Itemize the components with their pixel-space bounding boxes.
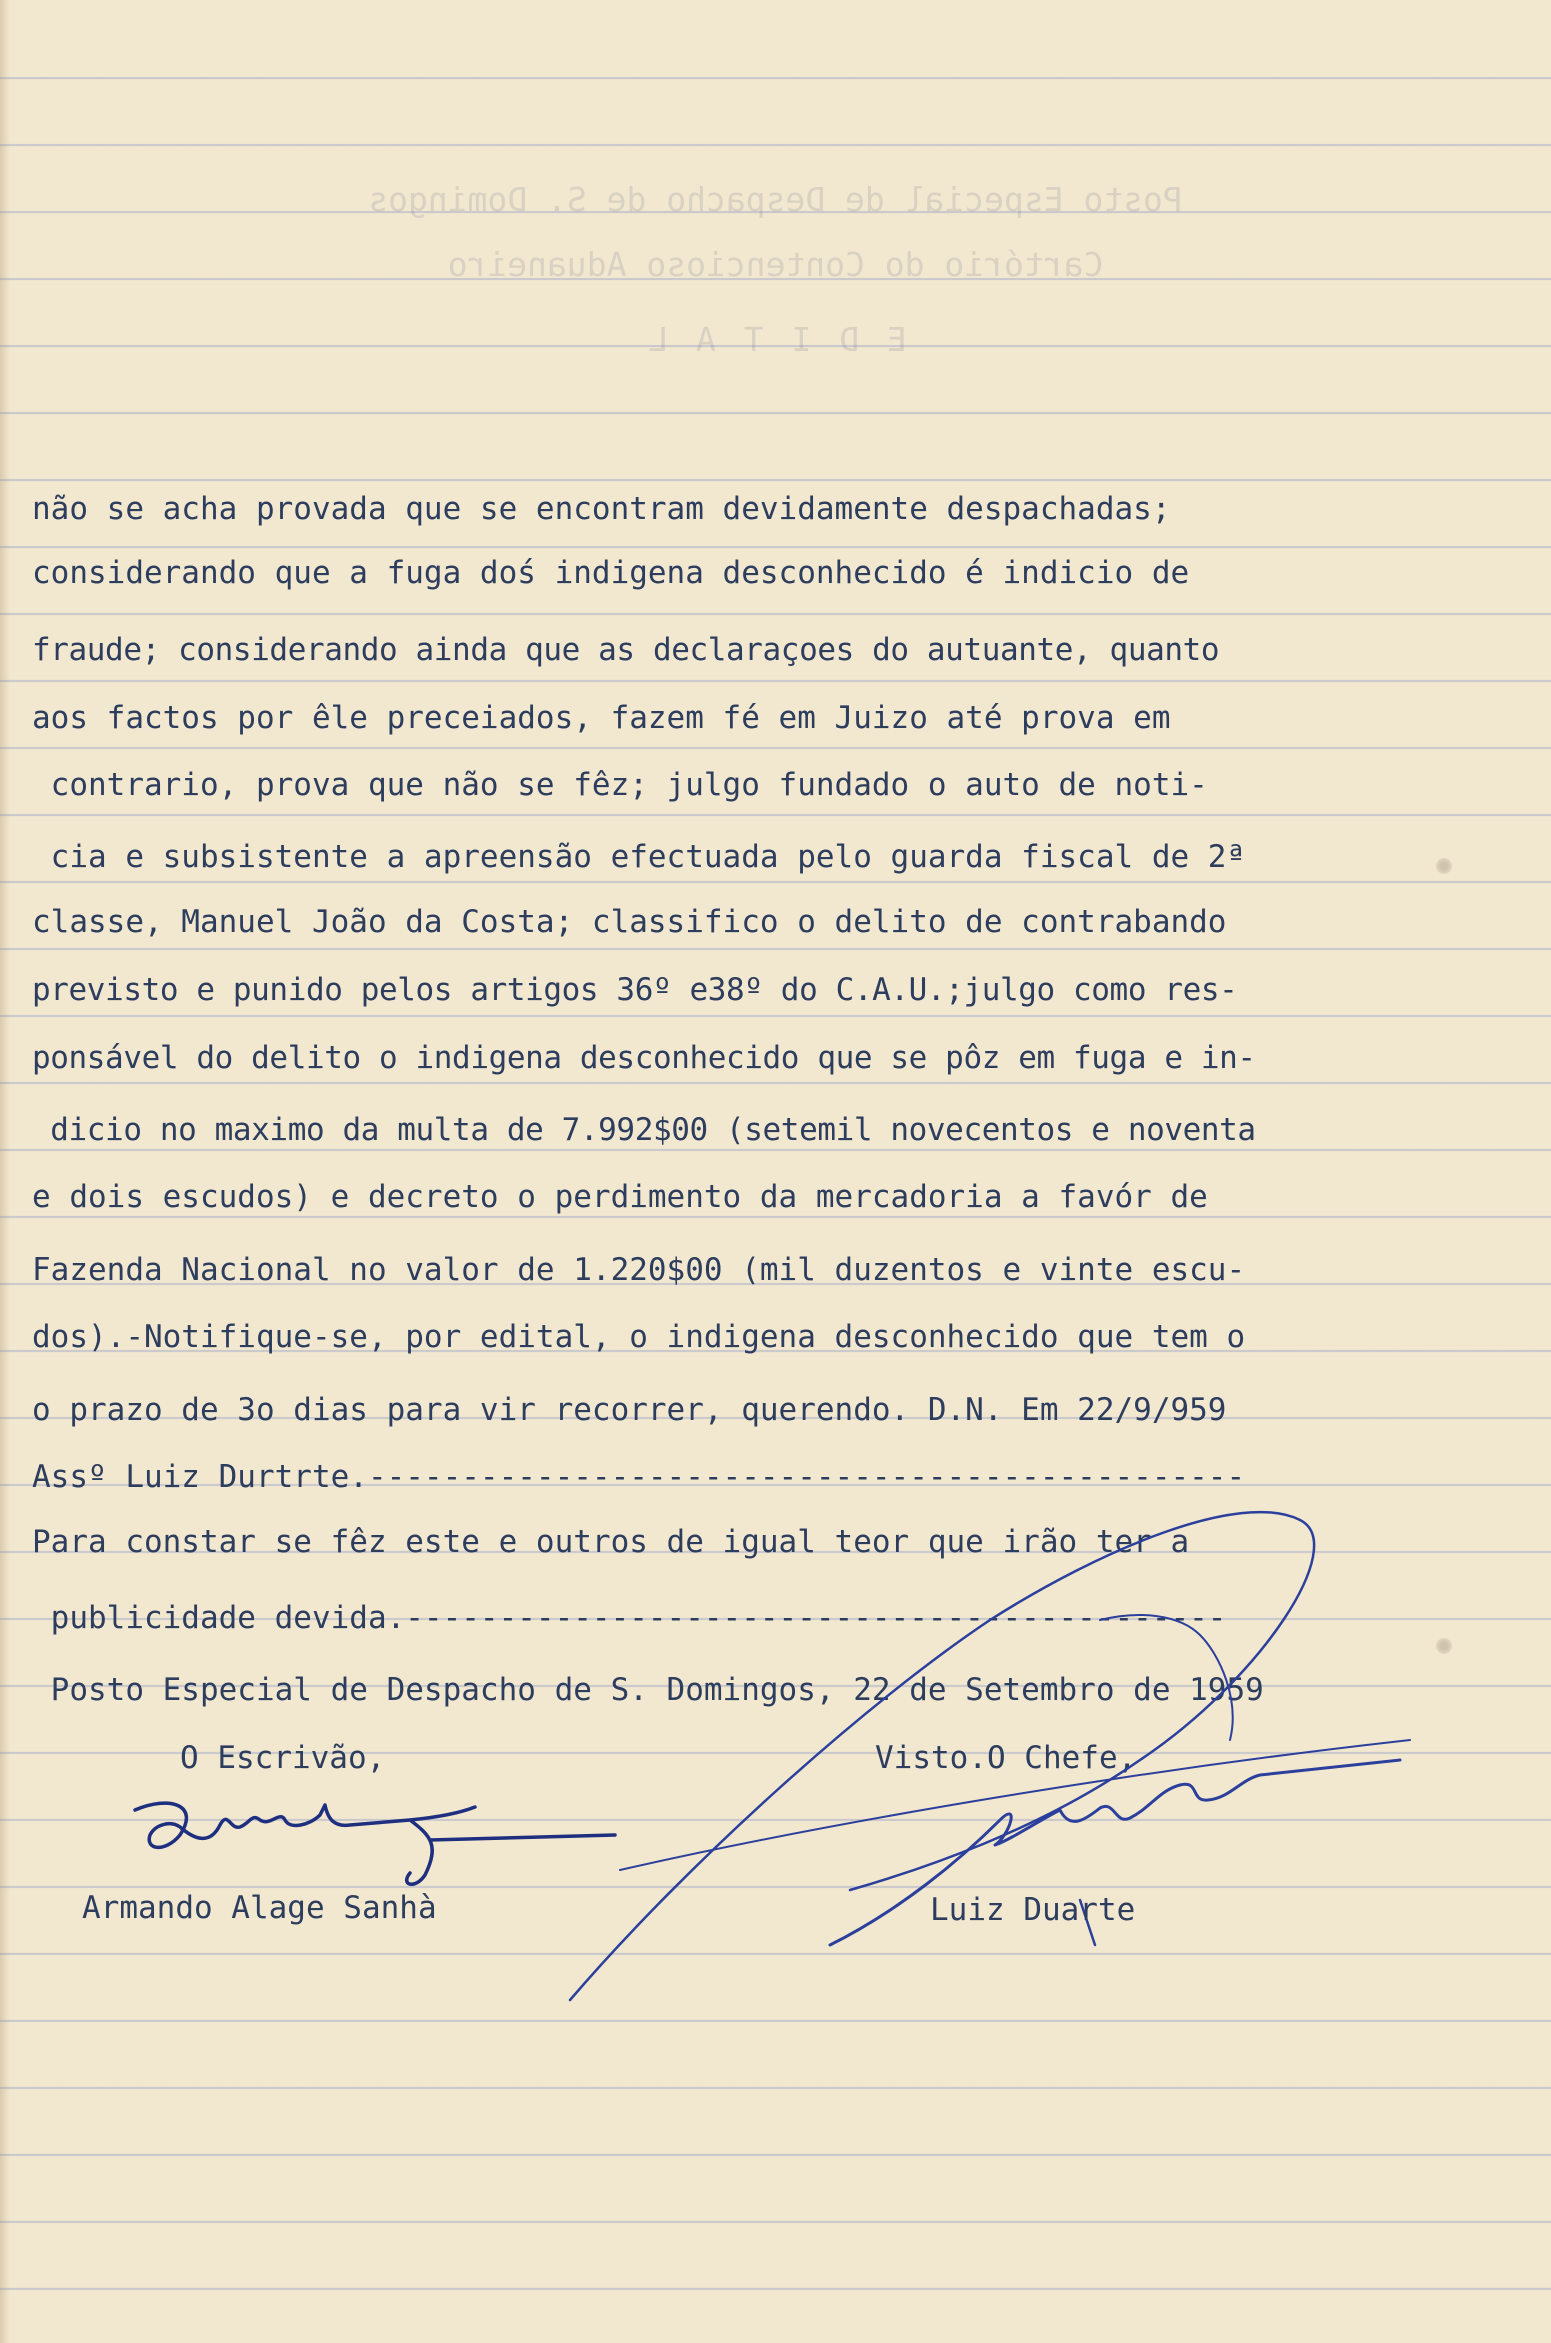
text-line-15: Assº Luiz Durtrte.----------------------------------------------- [32, 1459, 1246, 1495]
bleed-through-line-2: Cartório do Contencioso Aduaneiro [447, 245, 1104, 284]
text-line-8: previsto e punido pelos artigos 36º e38º do C.A.U.;julgo como res- [32, 972, 1238, 1008]
text-line-10: dicio no maximo da multa de 7.992$00 (setemil novecentos e noventa [32, 1112, 1256, 1148]
text-line-7: classe, Manuel João da Costa; classifico o delito de contrabando [32, 904, 1227, 940]
text-line-6: cia e subsistente a apreensão efectuada pelo guarda fiscal de 2ª [32, 839, 1246, 875]
clerk-name: Armando Alage Sanhà [82, 1890, 437, 1926]
text-line-13: dos).-Notifique-se, por edital, o indigena desconhecido que tem o [32, 1319, 1246, 1355]
text-line-18: Posto Especial de Despacho de S. Domingos, 22 de Setembro de 1959 [32, 1672, 1264, 1708]
text-line-5: contrario, prova que não se fêz; julgo fundado o auto de noti- [32, 767, 1208, 803]
bleed-through-line-1: Posto Especial de Despacho de S. Domingos [368, 180, 1183, 219]
text-line-1: não se acha provada que se encontram devidamente despachadas; [32, 491, 1171, 527]
text-line-16: Para constar se fêz este e outros de igual teor que irão ter a [32, 1524, 1190, 1560]
text-line-4: aos factos por êle preceiados, fazem fé em Juizo até prova em [32, 700, 1171, 736]
text-line-17: publicidade devida.-------------------------------------------- [32, 1600, 1227, 1636]
text-line-3: fraude; considerando ainda que as declaraçoes do autuante, quanto [32, 632, 1220, 668]
text-line-14: o prazo de 3o dias para vir recorrer, querendo. D.N. Em 22/9/959 [32, 1392, 1227, 1428]
chief-title: Visto.O Chefe, [875, 1740, 1137, 1776]
text-line-9: ponsável do delito o indigena desconhecido que se pôz em fuga e in- [32, 1040, 1256, 1076]
text-line-11: e dois escudos) e decreto o perdimento da mercadoria a favór de [32, 1179, 1208, 1215]
clerk-title: O Escrivão, [180, 1740, 386, 1776]
text-line-2: considerando que a fuga doś indigena desconhecido é indicio de [32, 555, 1190, 591]
text-line-12: Fazenda Nacional no valor de 1.220$00 (mil duzentos e vinte escu- [32, 1252, 1246, 1288]
punch-hole [1436, 858, 1452, 874]
bleed-through-line-3: E D I T A L [644, 320, 907, 359]
chief-name: Luiz Duarte [930, 1892, 1136, 1928]
chief-signature [540, 1440, 1440, 2020]
